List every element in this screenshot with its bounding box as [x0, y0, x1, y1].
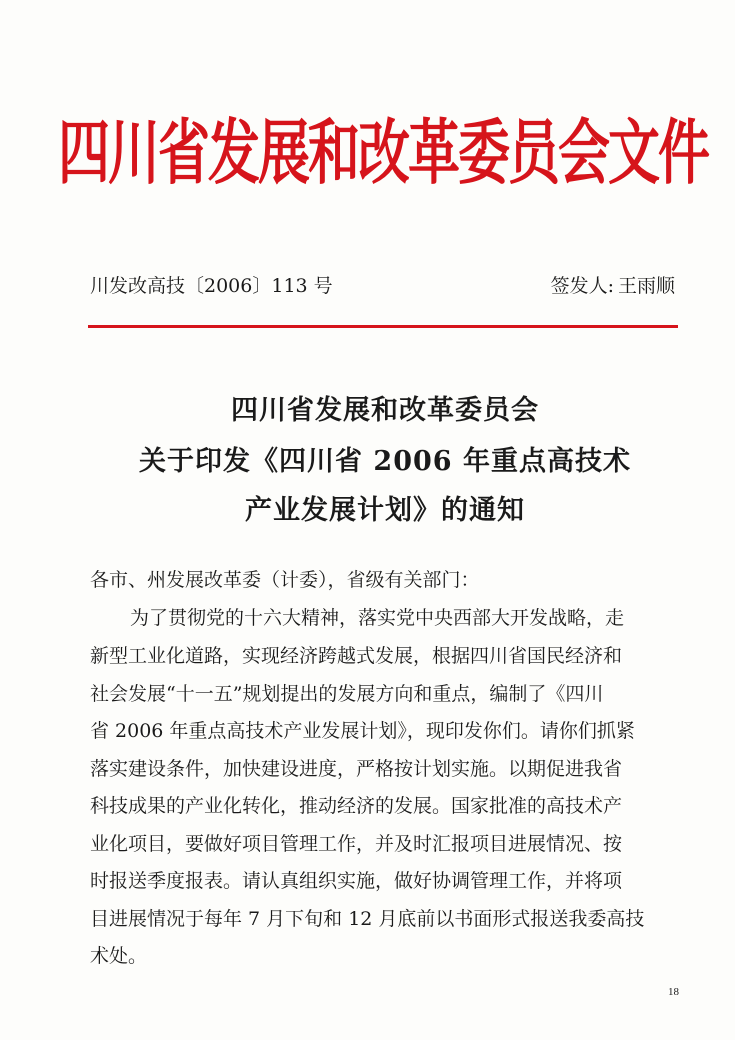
document-number: 川发改高技〔2006〕113 号: [90, 275, 333, 297]
body-line: 为了贯彻党的十六大精神，落实党中央西部大开发战略，走: [130, 607, 625, 629]
salutation: 各市、州发展改革委（计委），省级有关部门：: [90, 569, 480, 591]
document-masthead: [58, 96, 709, 196]
body-line: 时报送季度报表。请认真组织实施，做好协调管理工作，并将项: [90, 870, 623, 892]
notice-title-line-3: 产业发展计划》的通知: [245, 495, 525, 526]
notice-title-line-1: 四川省发展和改革委员会: [231, 395, 539, 426]
masthead-title: 四川省发展和改革委员会文件: [58, 112, 709, 194]
page-number: 18: [668, 986, 679, 998]
body-line: 落实建设条件，加快建设进度，严格按计划实施。以期促进我省: [90, 758, 623, 780]
body-line: 省 2006 年重点高技术产业发展计划》，现印发你们。请你们抓紧: [90, 720, 635, 742]
body-line: 目进展情况于每年 7 月下旬和 12 月底前以书面形式报送我委高技: [90, 908, 645, 930]
issuer-block: [551, 271, 675, 298]
red-divider-line: [88, 325, 678, 328]
body-line: 术处。: [90, 945, 148, 967]
issuer-label: 签发人:: [550, 275, 614, 297]
body-line: 社会发展“十一五”规划提出的发展方向和重点，编制了《四川: [90, 683, 604, 705]
body-line: 新型工业化道路，实现经济跨越式发展，根据四川省国民经济和: [90, 645, 623, 667]
notice-title-line-2: 关于印发《四川省 2006 年重点高技术: [139, 446, 631, 477]
body-line: 科技成果的产业化转化，推动经济的发展。国家批准的高技术产: [90, 795, 623, 817]
issuer-name: 王雨顺: [617, 275, 675, 297]
body-line: 业化项目，要做好项目管理工作，并及时汇报项目进展情况、按: [90, 833, 623, 855]
